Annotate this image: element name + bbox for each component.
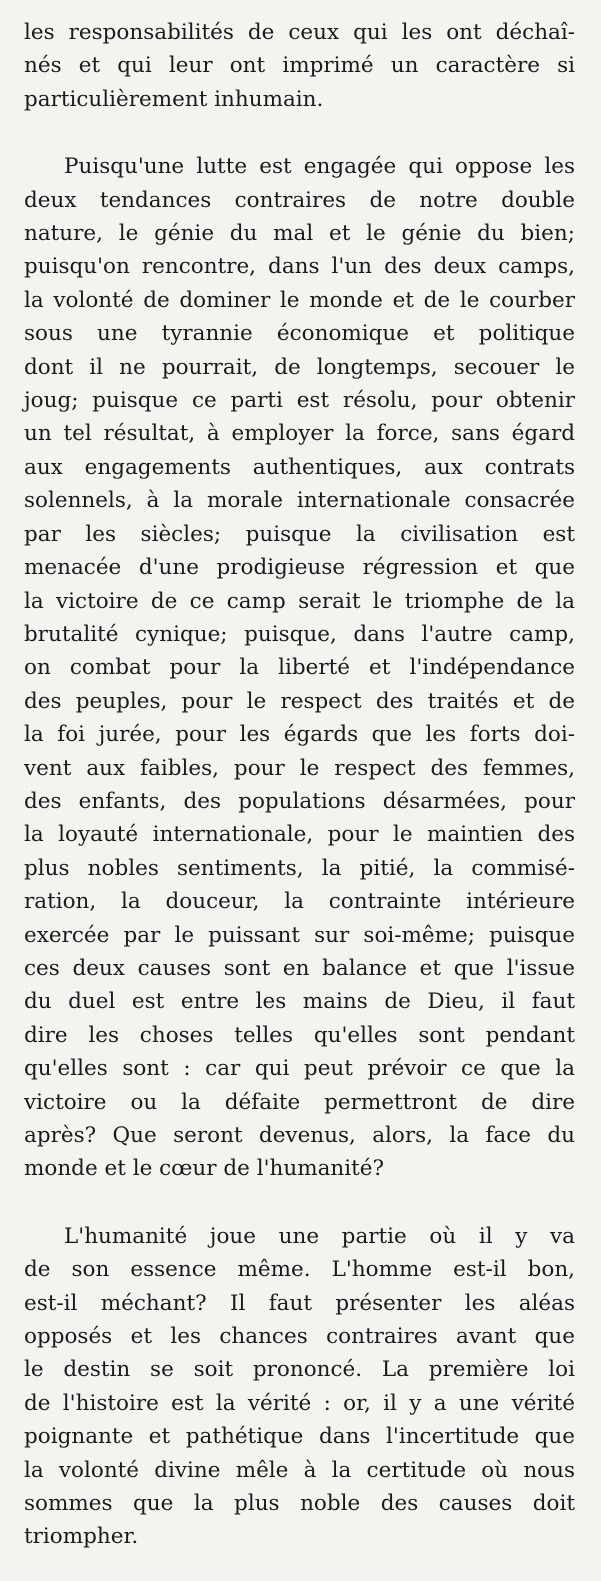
text-line: poignante et pathétique dans l'incertitude que [24, 1424, 575, 1450]
text-line: victoire ou la défaite permettront de dire [24, 1089, 575, 1115]
text-line: de son essence même. L'homme est-il bon, [24, 1257, 575, 1283]
text-line: la loyauté internationale, pour le maintien des [24, 822, 575, 848]
text-line: triompher. [24, 1524, 139, 1550]
text-line: qu'elles sont : car qui peut prévoir ce que la [24, 1056, 575, 1082]
text-line: joug; puisque ce parti est résolu, pour obtenir [24, 388, 575, 414]
text-line: sous une tyrannie économique et politique [24, 321, 575, 347]
text-line: la volonté de dominer le monde et de le courber [24, 287, 575, 313]
text-line: dont il ne pourrait, de longtemps, secouer le [24, 354, 575, 380]
text-line: monde et le cœur de l'humanité? [24, 1156, 385, 1182]
text-line: la foi jurée, pour les égards que les forts doi- [24, 722, 575, 748]
text-line: particulièrement inhumain. [24, 86, 324, 112]
text-line: après? Que seront devenus, alors, la face du [24, 1123, 575, 1148]
text-line: aux engagements authentiques, aux contrats [24, 454, 575, 480]
text-line: la volonté divine mêle à la certitude où nous [24, 1457, 575, 1483]
text-line: le destin se soit prononcé. La première loi [24, 1357, 575, 1383]
text-line: sommes que la plus noble des causes doit [24, 1491, 575, 1517]
text-line: vent aux faibles, pour le respect des femmes, [24, 755, 575, 781]
text-line: deux tendances contraires de notre double [24, 187, 575, 213]
text-line: des enfants, des populations désarmées, pour [24, 788, 575, 814]
text-line: la victoire de ce camp serait le triomphe de la [24, 588, 575, 614]
text-line: L'humanité joue une partie où il y va [64, 1223, 575, 1249]
text-line: des peuples, pour le respect des traités et de [24, 688, 575, 714]
text-line: solennels, à la morale internationale consacrée [24, 488, 575, 514]
text-line: nature, le génie du mal et le génie du bien; [24, 221, 575, 247]
text-line: un tel résultat, à employer la force, sans égard [24, 421, 575, 447]
text-line: du duel est entre les mains de Dieu, il faut [24, 989, 575, 1015]
paragraph-2 [24, 150, 575, 1186]
text-line: dire les choses telles qu'elles sont pendant [24, 1022, 575, 1048]
text-line: est-il méchant? Il faut présenter les aléas [24, 1290, 575, 1316]
text-line: brutalité cynique; puisque, dans l'autre camp, [24, 621, 575, 647]
text-line: ces deux causes sont en balance et que l'issue [24, 955, 575, 981]
text-line: les responsabilités de ceux qui les ont déchaî- [24, 20, 575, 45]
text-line: on combat pour la liberté et l'indépendance [24, 655, 575, 681]
text-line: opposés et les chances contraires avant que [24, 1324, 575, 1350]
text-line: menacée d'une prodigieuse régression et que [24, 555, 575, 581]
paragraph-gap [24, 116, 575, 150]
paragraph-gap [24, 1186, 575, 1220]
text-line: ration, la douceur, la contrainte intérieure [24, 889, 575, 915]
text-line: nés et qui leur ont imprimé un caractère si [24, 53, 575, 79]
text-line: plus nobles sentiments, la pitié, la commisé- [24, 855, 575, 881]
text-line: Puisqu'une lutte est engagée qui oppose les [64, 154, 575, 180]
paragraph-1 [24, 16, 575, 116]
text-line: de l'histoire est la vérité : or, il y a une vérité [24, 1390, 575, 1416]
text-line: puisqu'on rencontre, dans l'un des deux camps, [24, 254, 575, 280]
text-line: par les siècles; puisque la civilisation est [24, 521, 575, 547]
text-line: exercée par le puissant sur soi-même; puisque [24, 922, 575, 948]
paragraph-3 [24, 1220, 575, 1554]
